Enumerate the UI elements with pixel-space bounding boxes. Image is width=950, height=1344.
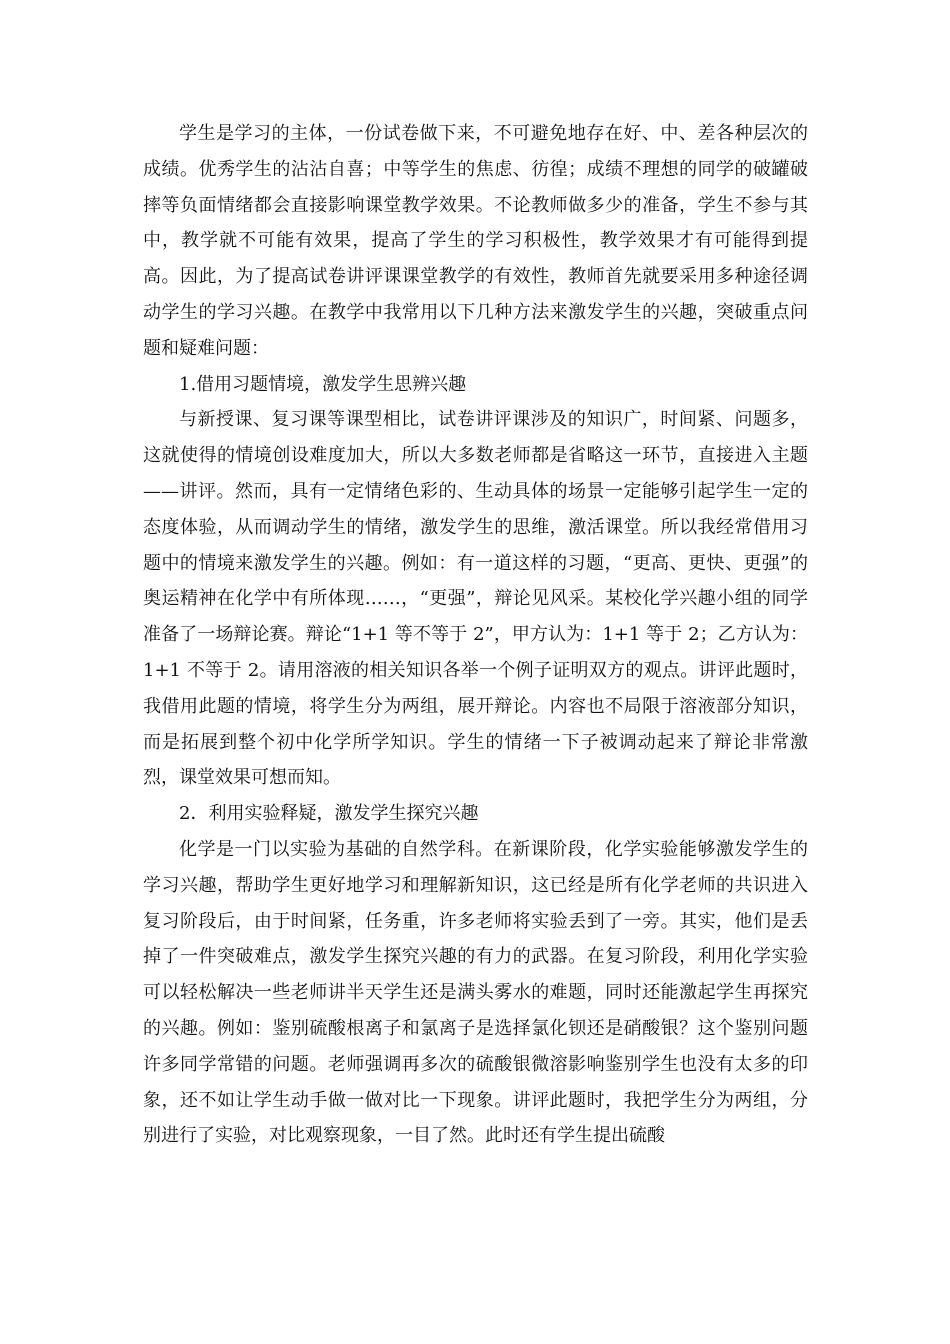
paragraph-section-1: 与新授课、复习课等课型相比，试卷讲评课涉及的知识广，时间紧、问题多，这就使得的情境创设难度加大，所以大多数老师都是省略这一环节，直接进入主题——讲评。然而，具有一定情绪色彩的、生动具体的场景一定能够引起学生一定的态度体验，从而调动学生的情绪，激发学生的思维，激活课堂。所以我经常借用习题中的情境来激发学生的兴趣。例如：有一道这样的习题，“更高、更快、更强”的奥运精神在化学中有所体现……，“更强”，辩论见风采。某校化学兴趣小组的同学准备了一场辩论赛。辩论“1+1 等不等于 2”，甲方认为：1+1 等于 2；乙方认为：1+1 不等于 2。请用溶液的相关知识各举一个例子证明双方的观点。讲评此题时，我借用此题的情境，将学生分为两组，展开辩论。内容也不局限于溶液部分知识，而是拓展到整个初中化学所学知识。学生的情绪一下子被调动起来了辩论非常激烈，课堂效果可想而知。 bbox=[143, 409, 808, 789]
paragraph-intro: 学生是学习的主体，一份试卷做下来，不可避免地存在好、中、差各种层次的成绩。优秀学生的沾沾自喜；中等学生的焦虑、彷徨；成绩不理想的同学的破罐破摔等负面情绪都会直接影响课堂教学效果。不论教师做多少的准备，学生不参与其中，教学就不可能有效果，提高了学生的学习积极性，教学效果才有可能得到提高。因此，为了提高试卷讲评课课堂教学的有效性，教师首先就要采用多种途径调动学生的学习兴趣。在教学中我常用以下几种方法来激发学生的兴趣，突破重点问题和疑难问题： bbox=[143, 123, 808, 359]
section-heading-2: 2．利用实验释疑，激发学生探究兴趣 bbox=[179, 803, 479, 825]
document-body bbox=[143, 116, 808, 1154]
paragraph-section-2: 化学是一门以实验为基础的自然学科。在新课阶段，化学实验能够激发学生的学习兴趣，帮助学生更好地学习和理解新知识，这已经是所有化学老师的共识进入复习阶段后，由于时间紧，任务重，许多老师将实验丢到了一旁。其实，他们是丢掉了一件突破难点，激发学生探究兴趣的有力的武器。在复习阶段，利用化学实验可以轻松解决一些老师讲半天学生还是满头雾水的难题，同时还能激起学生再探究的兴趣。例如：鉴别硫酸根离子和氯离子是选择氯化钡还是硝酸银？这个鉴别问题许多同学常错的问题。老师强调再多次的硫酸银微溶影响鉴别学生也没有太多的印象，还不如让学生动手做一做对比一下现象。讲评此题时，我把学生分为两组，分别进行了实验，对比观察现象，一目了然。此时还有学生提出硫酸 bbox=[143, 838, 808, 1147]
section-heading-1: 1.借用习题情境，激发学生思辨兴趣 bbox=[179, 373, 467, 395]
